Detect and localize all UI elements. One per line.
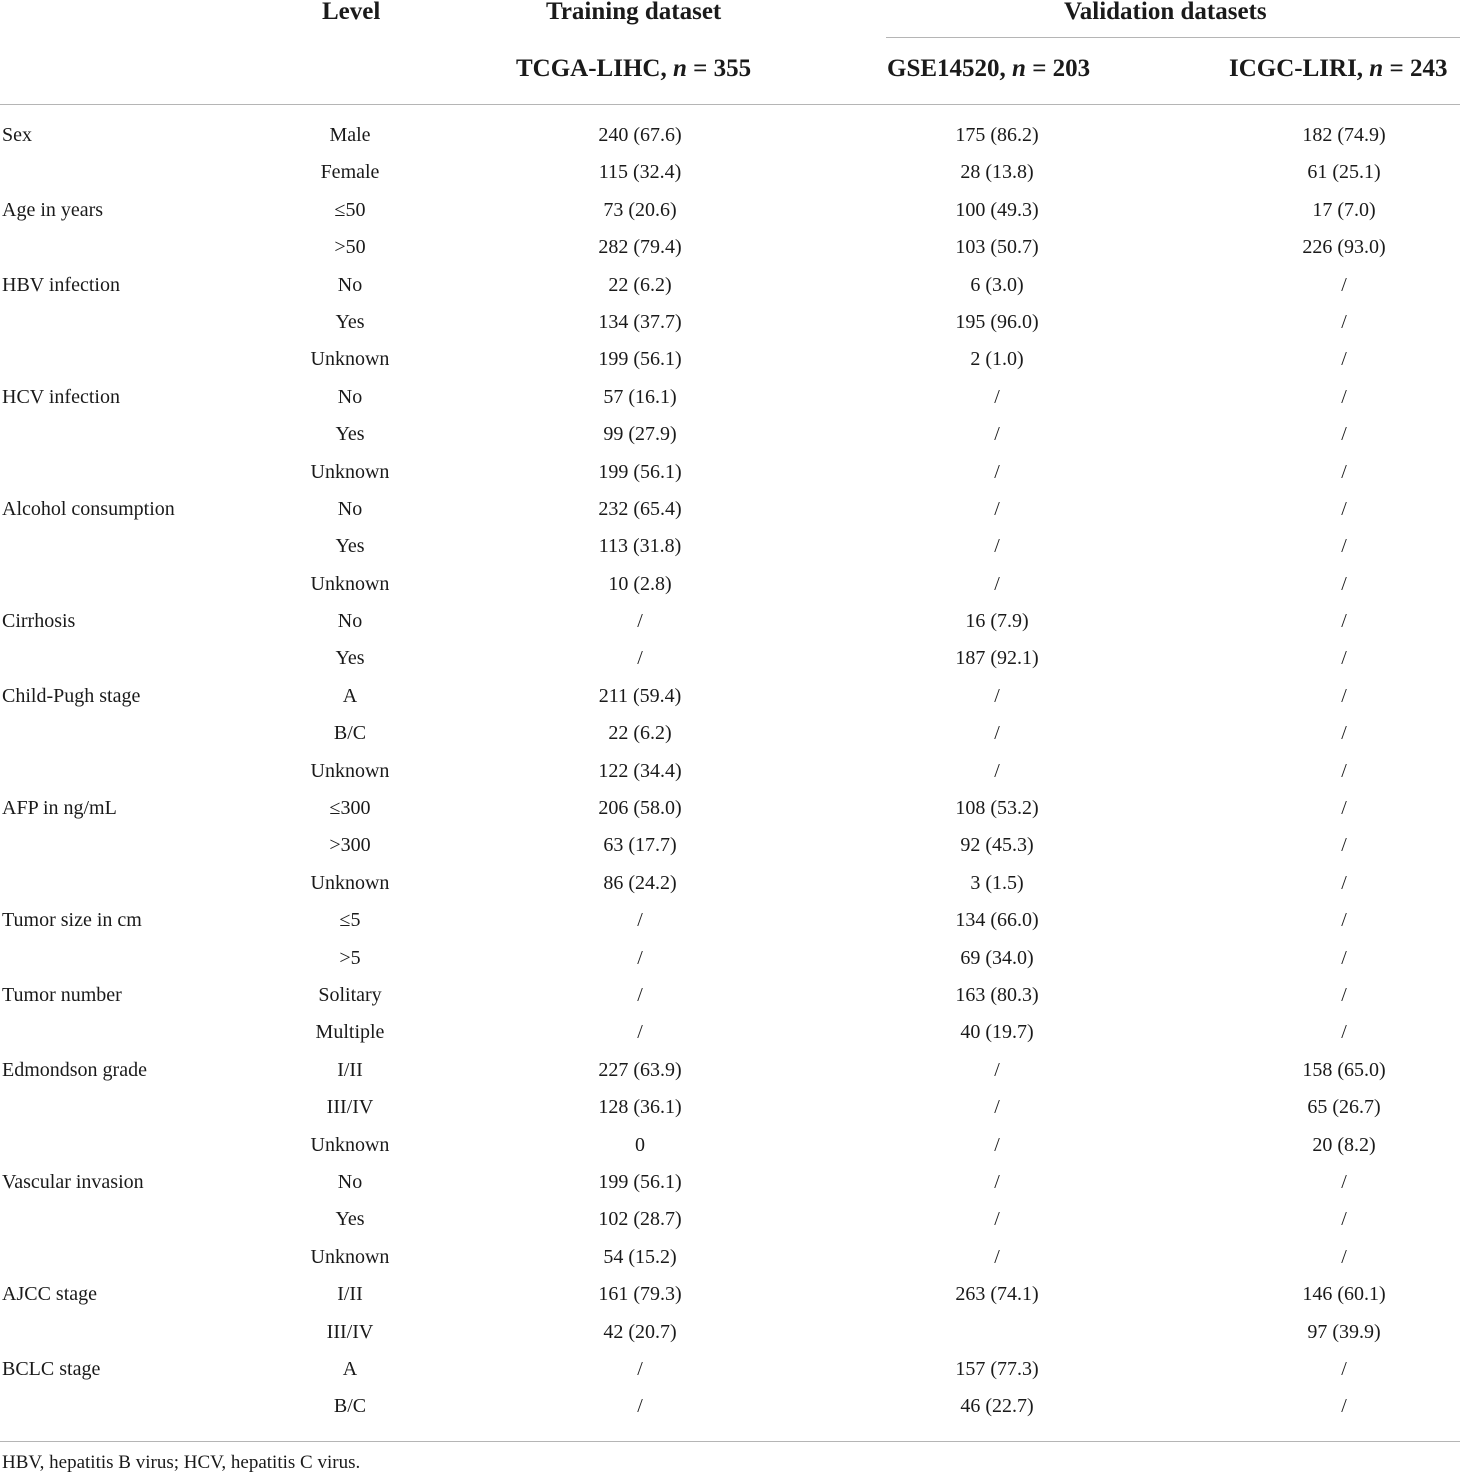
header-icgc-n-value: = 243: [1383, 55, 1448, 82]
header-tcga-name: TCGA-LIHC,: [516, 55, 673, 82]
variable-cell: Edmondson grade: [2, 1058, 147, 1081]
table-body: [0, 117, 1460, 1426]
header-icgc-name: ICGC-LIRI,: [1229, 55, 1370, 82]
table-row: [0, 1276, 1460, 1313]
table-row: [0, 1014, 1460, 1051]
header-gse-n-symbol: n: [1012, 55, 1026, 82]
table-row: [0, 1314, 1460, 1351]
variable-cell: Child-Pugh stage: [2, 684, 141, 707]
gse-value-cell: /: [994, 759, 1000, 782]
level-cell: Yes: [335, 1208, 365, 1231]
tcga-value-cell: 161 (79.3): [598, 1283, 682, 1306]
table-row: [0, 753, 1460, 790]
tcga-value-cell: /: [637, 1021, 643, 1044]
tcga-value-cell: /: [637, 909, 643, 932]
gse-value-cell: 46 (22.7): [960, 1395, 1034, 1418]
gse-value-cell: 263 (74.1): [955, 1283, 1039, 1306]
level-cell: Male: [329, 124, 371, 146]
icgc-value-cell: /: [1341, 797, 1347, 820]
gse-value-cell: 134 (66.0): [955, 909, 1039, 932]
table-row: [0, 1388, 1460, 1425]
tcga-value-cell: 206 (58.0): [598, 797, 682, 820]
level-cell: Solitary: [318, 983, 382, 1006]
level-cell: No: [337, 1170, 363, 1193]
tcga-value-cell: 10 (2.8): [608, 572, 672, 595]
variable-cell: Tumor size in cm: [2, 909, 142, 932]
level-cell: A: [342, 1357, 358, 1380]
gse-value-cell: /: [994, 460, 1000, 483]
icgc-value-cell: 61 (25.1): [1307, 161, 1381, 184]
header-level: Level: [322, 0, 381, 25]
level-cell: Unknown: [310, 1133, 390, 1156]
gse-value-cell: 157 (77.3): [955, 1357, 1039, 1380]
gse-value-cell: 103 (50.7): [955, 236, 1039, 259]
icgc-value-cell: 226 (93.0): [1302, 236, 1386, 259]
icgc-value-cell: /: [1341, 1245, 1347, 1268]
gse-value-cell: 2 (1.0): [970, 348, 1024, 371]
tcga-value-cell: 232 (65.4): [598, 497, 682, 520]
gse-value-cell: 108 (53.2): [955, 797, 1039, 820]
icgc-value-cell: /: [1341, 722, 1347, 745]
icgc-value-cell: /: [1341, 834, 1347, 857]
tcga-value-cell: 282 (79.4): [598, 236, 682, 259]
gse-value-cell: 187 (92.1): [955, 647, 1039, 670]
tcga-value-cell: 73 (20.6): [603, 198, 677, 221]
header-tcga-n-value: = 355: [686, 55, 752, 82]
header-validation-datasets: Validation datasets: [1064, 0, 1267, 25]
tcga-value-cell: 227 (63.9): [598, 1058, 682, 1081]
gse-value-cell: /: [994, 1245, 1000, 1268]
tcga-value-cell: 0: [635, 1133, 645, 1156]
icgc-value-cell: /: [1341, 423, 1347, 446]
gse-value-cell: /: [994, 385, 1000, 408]
tcga-value-cell: 63 (17.7): [603, 834, 677, 857]
level-cell: >50: [334, 236, 366, 259]
level-cell: ≤50: [334, 198, 366, 221]
gse-value-cell: 40 (19.7): [960, 1021, 1034, 1044]
table-row: [0, 603, 1460, 640]
table-row: [0, 902, 1460, 939]
icgc-value-cell: /: [1341, 310, 1347, 333]
variable-cell: Alcohol consumption: [2, 497, 175, 520]
table-row: [0, 715, 1460, 752]
icgc-value-cell: /: [1341, 497, 1347, 520]
icgc-value-cell: /: [1341, 983, 1347, 1006]
gse-value-cell: 28 (13.8): [960, 161, 1034, 184]
tcga-value-cell: /: [637, 983, 643, 1006]
icgc-value-cell: /: [1341, 273, 1347, 296]
gse-value-cell: 92 (45.3): [960, 834, 1034, 857]
header-icgc-n-symbol: n: [1369, 55, 1384, 82]
gse-value-cell: 100 (49.3): [955, 198, 1039, 221]
table-row: [0, 1089, 1460, 1126]
icgc-value-cell: /: [1341, 535, 1347, 558]
tcga-value-cell: 22 (6.2): [608, 273, 672, 296]
level-cell: Unknown: [310, 1245, 390, 1268]
icgc-value-cell: 17 (7.0): [1312, 198, 1376, 221]
level-cell: >300: [329, 834, 371, 857]
icgc-value-cell: /: [1341, 1395, 1347, 1418]
icgc-value-cell: 146 (60.1): [1302, 1283, 1386, 1306]
tcga-value-cell: 113 (31.8): [598, 535, 682, 558]
table-row: [0, 117, 1460, 154]
level-cell: Unknown: [310, 572, 390, 595]
gse-value-cell: /: [994, 572, 1000, 595]
tcga-value-cell: 42 (20.7): [603, 1320, 677, 1343]
table-row: [0, 304, 1460, 341]
table-row: [0, 528, 1460, 565]
icgc-value-cell: 20 (8.2): [1312, 1133, 1376, 1156]
table-row: [0, 154, 1460, 191]
tcga-value-cell: 128 (36.1): [598, 1096, 682, 1119]
level-cell: B/C: [333, 1395, 367, 1418]
tcga-value-cell: 240 (67.6): [598, 124, 682, 146]
variable-cell: Vascular invasion: [2, 1170, 144, 1193]
level-cell: Unknown: [310, 460, 390, 483]
level-cell: A: [342, 684, 358, 707]
gse-value-cell: 195 (96.0): [955, 310, 1039, 333]
level-cell: Yes: [335, 310, 365, 333]
table-row: [0, 341, 1460, 378]
level-cell: Multiple: [315, 1021, 385, 1044]
tcga-value-cell: 115 (32.4): [598, 161, 682, 184]
icgc-value-cell: /: [1341, 909, 1347, 932]
tcga-value-cell: /: [637, 946, 643, 969]
gse-value-cell: /: [994, 722, 1000, 745]
table-row: [0, 678, 1460, 715]
tcga-value-cell: 22 (6.2): [608, 722, 672, 745]
level-cell: ≤5: [339, 909, 361, 932]
table-row: [0, 827, 1460, 864]
tcga-value-cell: 199 (56.1): [598, 460, 682, 483]
level-cell: III/IV: [326, 1320, 374, 1343]
gse-value-cell: /: [994, 684, 1000, 707]
icgc-value-cell: /: [1341, 759, 1347, 782]
header-gse14520: [887, 54, 1090, 84]
gse-value-cell: /: [994, 1133, 1000, 1156]
table-row: [0, 1127, 1460, 1164]
level-cell: Female: [320, 161, 380, 184]
level-cell: Unknown: [310, 871, 390, 894]
gse-value-cell: /: [994, 535, 1000, 558]
gse-value-cell: /: [994, 1170, 1000, 1193]
table-row: [0, 1201, 1460, 1238]
level-cell: No: [337, 273, 363, 296]
gse-value-cell: 16 (7.9): [965, 610, 1029, 633]
level-cell: Unknown: [310, 348, 390, 371]
table-row: [0, 640, 1460, 677]
header-gse-name: GSE14520,: [887, 55, 1013, 82]
tcga-value-cell: 102 (28.7): [598, 1208, 682, 1231]
icgc-value-cell: /: [1341, 647, 1347, 670]
icgc-value-cell: /: [1341, 348, 1347, 371]
icgc-value-cell: /: [1341, 1170, 1347, 1193]
variable-cell: HBV infection: [2, 273, 120, 296]
tcga-value-cell: 122 (34.4): [598, 759, 682, 782]
level-cell: Yes: [335, 535, 365, 558]
header-tcga-n-symbol: n: [672, 55, 687, 82]
variable-cell: AFP in ng/mL: [2, 797, 117, 820]
level-cell: No: [337, 610, 363, 633]
tcga-value-cell: 134 (37.7): [598, 310, 682, 333]
level-cell: No: [337, 385, 363, 408]
gse-value-cell: /: [994, 423, 1000, 446]
icgc-value-cell: /: [1341, 871, 1347, 894]
level-cell: No: [337, 497, 363, 520]
level-cell: I/II: [337, 1058, 363, 1081]
table-row: [0, 267, 1460, 304]
table-footnote: HBV, hepatitis B virus; HCV, hepatitis C virus.: [2, 1452, 361, 1473]
tcga-value-cell: 54 (15.2): [603, 1245, 677, 1268]
gse-value-cell: 69 (34.0): [960, 946, 1034, 969]
table-row: [0, 491, 1460, 528]
table-row: [0, 454, 1460, 491]
table-row: [0, 416, 1460, 453]
table-row: [0, 1351, 1460, 1388]
gse-value-cell: /: [994, 497, 1000, 520]
icgc-value-cell: /: [1341, 684, 1347, 707]
icgc-value-cell: 158 (65.0): [1302, 1058, 1386, 1081]
validation-header-rule: [886, 37, 1460, 38]
variable-cell: HCV infection: [2, 385, 120, 408]
table-row: [0, 790, 1460, 827]
variable-cell: AJCC stage: [2, 1283, 97, 1306]
table-row: [0, 379, 1460, 416]
gse-value-cell: /: [994, 1208, 1000, 1231]
variable-cell: Age in years: [2, 198, 104, 221]
table-row: [0, 1052, 1460, 1089]
header-icgc-liri: [1229, 54, 1447, 84]
level-cell: Yes: [335, 647, 365, 670]
icgc-value-cell: 182 (74.9): [1302, 124, 1386, 146]
table-row: [0, 192, 1460, 229]
variable-cell: Tumor number: [2, 983, 122, 1006]
level-cell: Yes: [335, 423, 365, 446]
gse-value-cell: 163 (80.3): [955, 983, 1039, 1006]
gse-value-cell: 3 (1.5): [970, 871, 1024, 894]
gse-value-cell: 6 (3.0): [970, 273, 1024, 296]
variable-cell: BCLC stage: [2, 1357, 101, 1380]
icgc-value-cell: 97 (39.9): [1307, 1320, 1381, 1343]
tcga-value-cell: 57 (16.1): [603, 385, 677, 408]
icgc-value-cell: /: [1341, 1021, 1347, 1044]
tcga-value-cell: 211 (59.4): [598, 684, 682, 707]
tcga-value-cell: 86 (24.2): [603, 871, 677, 894]
tcga-value-cell: /: [637, 610, 643, 633]
variable-cell: Sex: [2, 124, 32, 146]
icgc-value-cell: /: [1341, 1208, 1347, 1231]
table-bottom-rule: [0, 1441, 1460, 1442]
icgc-value-cell: /: [1341, 572, 1347, 595]
gse-value-cell: /: [994, 1096, 1000, 1119]
tcga-value-cell: 199 (56.1): [598, 1170, 682, 1193]
level-cell: Unknown: [310, 759, 390, 782]
header-bottom-rule: [0, 104, 1460, 105]
icgc-value-cell: /: [1341, 385, 1347, 408]
icgc-value-cell: /: [1341, 610, 1347, 633]
tcga-value-cell: /: [637, 647, 643, 670]
table-row: [0, 977, 1460, 1014]
gse-value-cell: /: [994, 1058, 1000, 1081]
level-cell: ≤300: [329, 797, 371, 820]
table-row: [0, 1239, 1460, 1276]
tcga-value-cell: 99 (27.9): [603, 423, 677, 446]
header-training-dataset: Training dataset: [546, 0, 722, 25]
gse-value-cell: 175 (86.2): [955, 124, 1039, 146]
table-row: [0, 229, 1460, 266]
table-row: [0, 566, 1460, 603]
level-cell: I/II: [337, 1283, 363, 1306]
variable-cell: Cirrhosis: [2, 610, 76, 633]
table-row: [0, 940, 1460, 977]
level-cell: >5: [339, 946, 361, 969]
icgc-value-cell: /: [1341, 946, 1347, 969]
tcga-value-cell: /: [637, 1395, 643, 1418]
header-tcga-lihc: [516, 54, 751, 84]
level-cell: B/C: [333, 722, 367, 745]
table-row: [0, 865, 1460, 902]
tcga-value-cell: /: [637, 1357, 643, 1380]
table-row: [0, 1164, 1460, 1201]
icgc-value-cell: /: [1341, 460, 1347, 483]
tcga-value-cell: 199 (56.1): [598, 348, 682, 371]
icgc-value-cell: 65 (26.7): [1307, 1096, 1381, 1119]
header-gse-n-value: = 203: [1025, 55, 1091, 82]
icgc-value-cell: /: [1341, 1357, 1347, 1380]
level-cell: III/IV: [326, 1096, 374, 1119]
